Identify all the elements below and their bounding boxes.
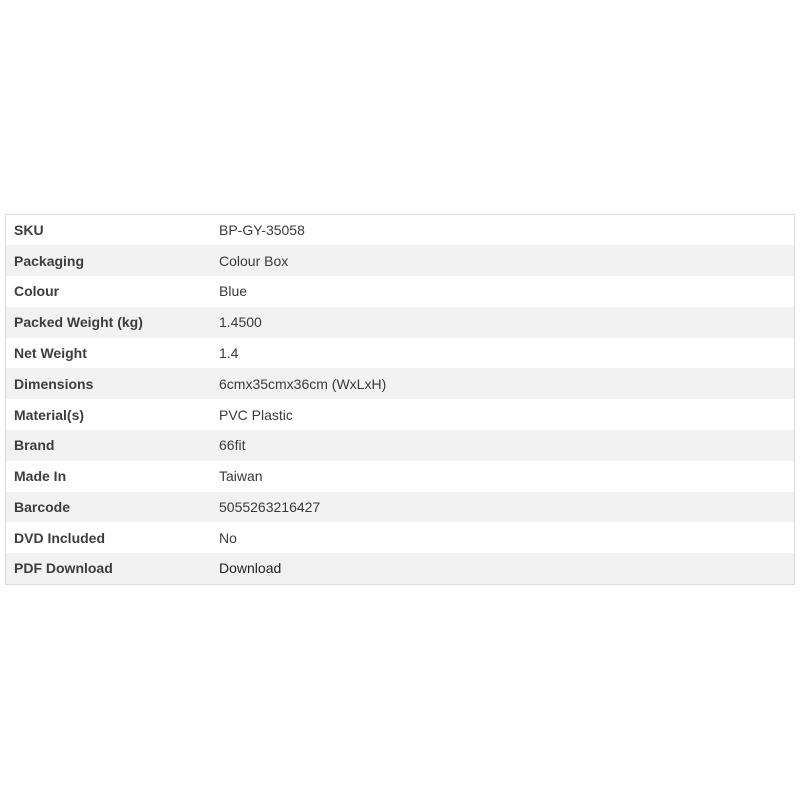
spec-row-brand xyxy=(6,430,795,461)
spec-label: Brand xyxy=(14,437,55,454)
spec-label: PDF Download xyxy=(14,560,113,577)
spec-label: Dimensions xyxy=(14,375,94,392)
spec-value: No xyxy=(219,529,237,546)
spec-value: 5055263216427 xyxy=(219,499,321,516)
spec-label: Material(s) xyxy=(14,406,85,423)
spec-label: Colour xyxy=(14,283,60,300)
spec-value: BP-GY-35058 xyxy=(219,222,305,239)
spec-value: 66fit xyxy=(219,437,246,454)
spec-value: 6cmx35cmx36cm (WxLxH) xyxy=(219,375,387,392)
spec-value: Colour Box xyxy=(219,252,289,269)
product-specifications-table xyxy=(5,214,795,585)
spec-label: Packaging xyxy=(14,252,85,269)
spec-value xyxy=(211,553,795,584)
spec-row-colour xyxy=(6,276,795,307)
spec-row-barcode xyxy=(6,492,795,523)
spec-label: Net Weight xyxy=(14,345,87,362)
spec-row-materials xyxy=(6,399,795,430)
spec-label: SKU xyxy=(14,222,44,239)
spec-label: Made In xyxy=(14,468,67,485)
spec-row-sku xyxy=(6,215,795,246)
spec-label: DVD Included xyxy=(14,529,106,546)
spec-value: Taiwan xyxy=(219,468,263,485)
pdf-download-link[interactable]: Download xyxy=(219,560,282,577)
spec-value: 1.4500 xyxy=(219,314,262,331)
spec-label: Barcode xyxy=(14,499,71,516)
spec-value: 1.4 xyxy=(219,345,239,362)
spec-row-pdf-download xyxy=(6,553,795,584)
spec-row-packed-weight xyxy=(6,307,795,338)
spec-row-made-in xyxy=(6,461,795,492)
spec-row-dvd-included xyxy=(6,522,795,553)
spec-row-net-weight xyxy=(6,338,795,369)
spec-row-packaging xyxy=(6,245,795,276)
spec-value: Blue xyxy=(219,283,248,300)
spec-label: Packed Weight (kg) xyxy=(14,314,143,331)
spec-row-dimensions xyxy=(6,368,795,399)
spec-value: PVC Plastic xyxy=(219,406,293,423)
